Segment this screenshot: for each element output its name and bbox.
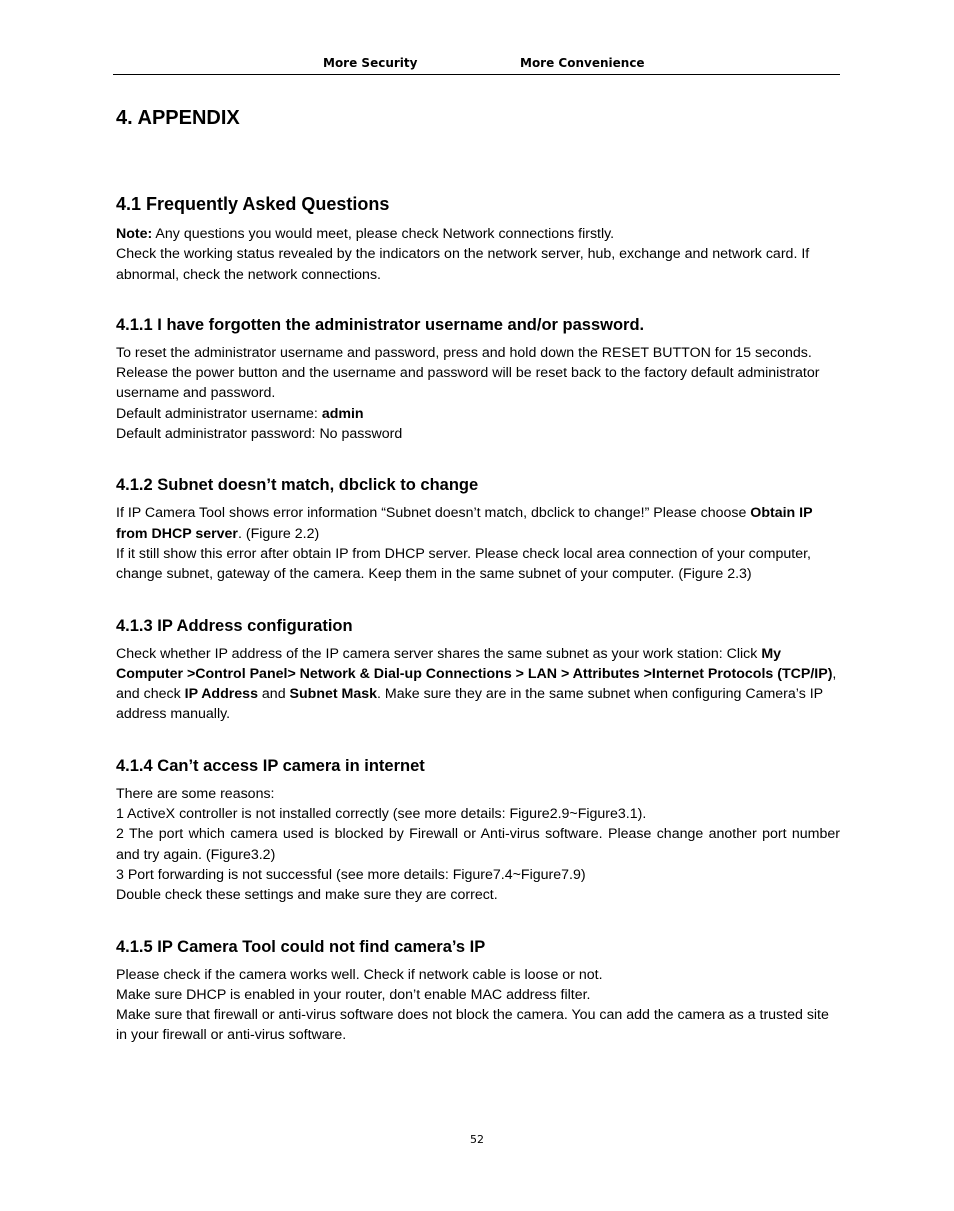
s413-subnet-mask: Subnet Mask: [289, 686, 378, 703]
s414-line: 2 The port which camera used is blocked by Firewall or Anti-virus software. Please change another port number and try again. (Figure3.2): [116, 826, 840, 863]
section-4-1-2-para2: If it still show this error after obtain IP from DHCP server. Please check local area connection of your computer, change subnet, gateway of the camera. Keep them in the same subnet of your computer. (Figure 2.3): [116, 545, 811, 583]
s414-line: Double check these settings and make sure they are correct.: [116, 887, 498, 904]
section-4-1-3-heading: 4.1.3 IP Address configuration: [116, 616, 353, 635]
page-content: [116, 104, 840, 1046]
s412-text-c: . (Figure 2.2): [237, 525, 320, 542]
s413-text-e: and: [257, 686, 290, 703]
s412-bold: Obtain IP from DHCP server: [116, 505, 813, 542]
section-4-1-5-heading: 4.1.5 IP Camera Tool could not find camera’s IP: [116, 937, 486, 956]
note-label: Note:: [116, 226, 153, 242]
section-4-1-1-heading: 4.1.1 I have forgotten the administrator username and/or password.: [116, 315, 645, 334]
faq-check-text: Check the working status revealed by the indicators on the network server, hub, exchange and network card. If abnormal, check the network connections.: [116, 246, 810, 283]
s415-line: Make sure that firewall or anti-virus software does not block the camera. You can add the camera as a trusted site in your firewall or anti-virus software.: [116, 1007, 829, 1044]
s415-line: Make sure DHCP is enabled in your router, don’t enable MAC address filter.: [116, 986, 591, 1003]
section-4-1-2-heading: 4.1.2 Subnet doesn’t match, dbclick to change: [116, 476, 479, 495]
s413-text-a: Check whether IP address of the IP camera server shares the same subnet as your work station: Click: [116, 645, 762, 662]
username-label: Default administrator username:: [116, 405, 322, 422]
s414-line: There are some reasons:: [116, 785, 275, 802]
s413-text-c: , and check: [116, 665, 837, 703]
s414-line: 1 ActiveX controller is not installed correctly (see more details: Figure2.9~Figure3.1).: [116, 806, 647, 823]
section-4-1-2-para1: [116, 503, 840, 544]
s412-text-a: If IP Camera Tool shows error information “Subnet doesn’t match, dbclick to change!” Please choose: [116, 505, 751, 522]
faq-heading: 4.1 Frequently Asked Questions: [116, 194, 390, 214]
default-password: Default administrator password: No password: [116, 426, 403, 443]
s413-text-g: . Make sure they are in the same subnet when configuring Camera’s IP address manually.: [116, 686, 823, 723]
s413-path: My Computer >Control Panel> Network & Dial-up Connections > LAN > Attributes >Internet Protocols (TCP/IP): [116, 645, 833, 682]
s414-line: 3 Port forwarding is not successful (see more details: Figure7.4~Figure7.9): [116, 866, 586, 883]
page-number: 52: [470, 1133, 484, 1146]
section-4-1-1-para: To reset the administrator username and password, press and hold down the RESET BUTTON for 15 seconds. Release the power button and the username and password will be reset back to the factory default administrator username and password.: [116, 344, 820, 402]
section-4-1-4-heading: 4.1.4 Can’t access IP camera in internet: [116, 756, 425, 775]
default-username: [116, 404, 840, 424]
header-left-text: More Security: [323, 56, 418, 70]
s413-ip-address: IP Address: [184, 686, 258, 703]
s415-line: Please check if the camera works well. Check if network cable is loose or not.: [116, 966, 603, 983]
header-right-text: More Convenience: [520, 56, 645, 70]
section-4-1-4-body: [116, 784, 840, 906]
section-4-1-3-para: [116, 644, 840, 725]
username-value: admin: [321, 405, 364, 422]
note-text: Any questions you would meet, please check Network connections firstly.: [152, 226, 615, 242]
section-4-1-5-body: [116, 965, 840, 1046]
appendix-title: 4. APPENDIX: [116, 107, 240, 129]
page-header: [113, 54, 840, 75]
faq-note: [116, 224, 840, 244]
